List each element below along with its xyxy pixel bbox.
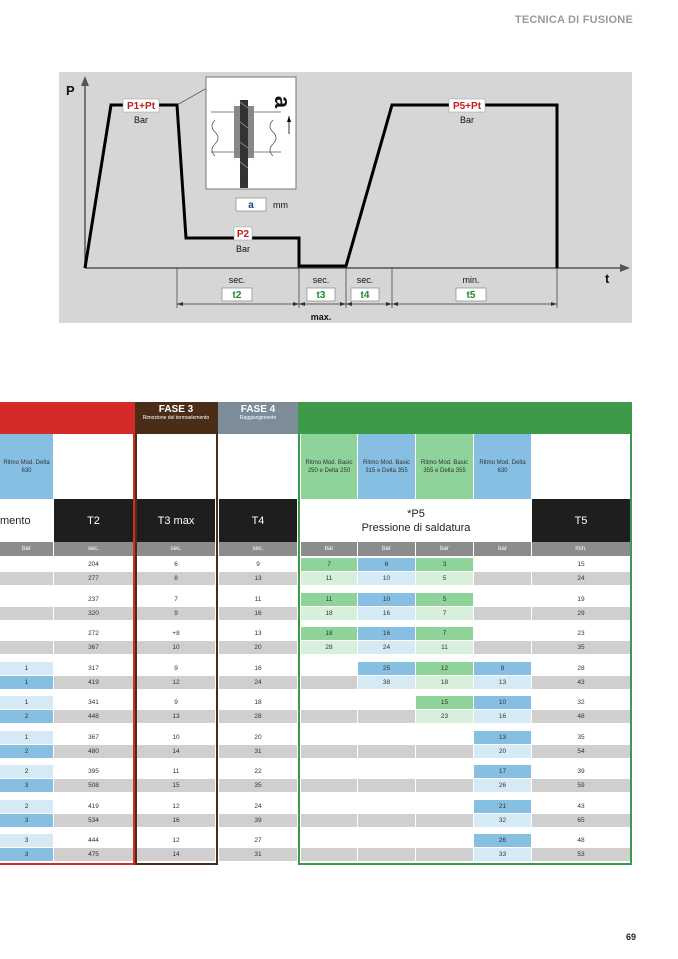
cell-t2: 444 [54, 834, 133, 847]
cell-t5: 43 [532, 800, 630, 813]
p1-label: P1+Pt [126, 101, 156, 112]
cell-t4: 13 [219, 627, 297, 640]
cell-p5-315 [358, 800, 415, 813]
cell-p5-355: 12 [416, 662, 473, 675]
t5-label: t5 [466, 290, 476, 301]
cell-t3: 6 [137, 558, 215, 571]
cell-p5-315: 24 [358, 641, 415, 654]
cell-pressure-left [0, 607, 53, 620]
cell-t5: 43 [532, 676, 630, 689]
p1-unit: Bar [133, 115, 149, 125]
cell-p5-355: 3 [416, 558, 473, 571]
bead-height-symbol: a [270, 95, 295, 109]
cell-p5-315 [358, 710, 415, 723]
cell-t3: 11 [137, 765, 215, 778]
label-p5-symbol: *P5 [407, 507, 425, 520]
cell-t4: 24 [219, 800, 297, 813]
cell-p5-355: 15 [416, 696, 473, 709]
cell-t4: 20 [219, 731, 297, 744]
cell-t2: 475 [54, 848, 133, 861]
cell-p5-630 [474, 627, 531, 640]
cell-t4: 31 [219, 848, 297, 861]
ritmo-left-header: Ritmo Mod. Delta 630 [0, 434, 53, 499]
cell-p5-315: 38 [358, 676, 415, 689]
cell-p5-630 [474, 641, 531, 654]
cell-t5: 54 [532, 745, 630, 758]
cell-t2: 317 [54, 662, 133, 675]
cell-t5: 29 [532, 607, 630, 620]
cell-t2: 320 [54, 607, 133, 620]
cell-pressure-left: 3 [0, 848, 53, 861]
fase4-subtitle: Raggiungimento [239, 415, 277, 421]
cell-t3: +8 [137, 627, 215, 640]
p2-unit: Bar [235, 244, 251, 254]
cell-pressure-left [0, 593, 53, 606]
cell-t2: 341 [54, 696, 133, 709]
cell-p5-630: 26 [474, 779, 531, 792]
cell-p5-250: 7 [301, 558, 357, 571]
cell-p5-630 [474, 558, 531, 571]
fase3-title: FASE 3 [158, 404, 194, 415]
fase3-subtitle: Rimozione del termoelemento [142, 415, 210, 421]
cell-t2: 395 [54, 765, 133, 778]
cell-p5-250 [301, 696, 357, 709]
t2-label: t2 [232, 290, 242, 301]
pressure-time-chart [59, 72, 632, 323]
cell-p5-630: 13 [474, 676, 531, 689]
cell-p5-355 [416, 834, 473, 847]
fase5-band [299, 402, 632, 434]
cell-t2: 508 [54, 779, 133, 792]
cell-t2: 277 [54, 572, 133, 585]
ritmo-630-header: Ritmo Mod. Delta 630 [474, 434, 531, 499]
cell-pressure-left: 1 [0, 662, 53, 675]
cell-pressure-left: 1 [0, 676, 53, 689]
t3-label: t3 [316, 290, 326, 301]
label-t5: T5 [532, 499, 630, 542]
cell-t3: 10 [137, 731, 215, 744]
cell-p5-630 [474, 593, 531, 606]
t5-unit: min. [462, 275, 480, 285]
cell-p5-315: 6 [358, 558, 415, 571]
cell-p5-630: 21 [474, 800, 531, 813]
cell-p5-630: 8 [474, 662, 531, 675]
cell-p5-355: 23 [416, 710, 473, 723]
unit-pressure-left: bar [0, 542, 53, 556]
cell-pressure-left: 1 [0, 696, 53, 709]
cell-p5-250: 18 [301, 607, 357, 620]
cell-t5: 48 [532, 710, 630, 723]
cell-t4: 22 [219, 765, 297, 778]
cell-p5-250: 11 [301, 572, 357, 585]
cell-t5: 28 [532, 662, 630, 675]
cell-p5-315 [358, 779, 415, 792]
cell-pressure-left: 3 [0, 814, 53, 827]
cell-p5-355: 18 [416, 676, 473, 689]
cell-p5-250 [301, 731, 357, 744]
cell-t4: 39 [219, 814, 297, 827]
unit-p5-315: bar [358, 542, 415, 556]
cell-p5-355 [416, 800, 473, 813]
cell-t3: 10 [137, 641, 215, 654]
cell-t2: 448 [54, 710, 133, 723]
cell-p5-250 [301, 800, 357, 813]
time-axis-arrow-icon [620, 264, 630, 272]
blank-header [532, 434, 630, 499]
cell-t4: 35 [219, 779, 297, 792]
fase3-band [135, 402, 217, 434]
cell-p5-630 [474, 572, 531, 585]
cell-p5-630: 10 [474, 696, 531, 709]
ritmo-250-header: Ritmo Mod. Basic 250 e Delta 250 [301, 434, 357, 499]
cell-p5-250: 11 [301, 593, 357, 606]
cell-p5-315: 25 [358, 662, 415, 675]
cell-t5: 65 [532, 814, 630, 827]
cell-t3: 9 [137, 607, 215, 620]
cell-t4: 20 [219, 641, 297, 654]
cell-t2: 480 [54, 745, 133, 758]
cell-p5-630: 17 [474, 765, 531, 778]
ritmo-355-header: Ritmo Mod. Basic 355 e Delta 355 [416, 434, 473, 499]
cell-p5-355: 11 [416, 641, 473, 654]
label-p5-text: Pressione di saldatura [361, 521, 471, 534]
cell-t4: 16 [219, 607, 297, 620]
cell-p5-315 [358, 765, 415, 778]
cell-t2: 419 [54, 676, 133, 689]
cell-p5-355: 7 [416, 607, 473, 620]
cell-p5-355 [416, 765, 473, 778]
cell-t3: 14 [137, 848, 215, 861]
cell-t2: 419 [54, 800, 133, 813]
cell-t4: 28 [219, 710, 297, 723]
welding-pressure-diagram [59, 72, 632, 323]
label-left: mento [0, 514, 31, 527]
cell-p5-315 [358, 745, 415, 758]
cell-pressure-left: 2 [0, 765, 53, 778]
fase-band-left [0, 402, 135, 434]
cell-t5: 35 [532, 641, 630, 654]
cell-pressure-left [0, 572, 53, 585]
cell-p5-355 [416, 848, 473, 861]
label-t4: T4 [219, 499, 297, 542]
cell-t5: 24 [532, 572, 630, 585]
cell-t5: 53 [532, 848, 630, 861]
cell-p5-315 [358, 731, 415, 744]
cell-t5: 32 [532, 696, 630, 709]
cell-t4: 11 [219, 593, 297, 606]
cell-p5-250 [301, 662, 357, 675]
cell-p5-250 [301, 848, 357, 861]
p5-label: P5+Pt [452, 101, 482, 112]
cell-p5-250 [301, 710, 357, 723]
cell-t2: 367 [54, 731, 133, 744]
cell-t3: 16 [137, 814, 215, 827]
cell-pressure-left: 3 [0, 779, 53, 792]
cell-p5-355: 7 [416, 627, 473, 640]
cell-p5-315: 16 [358, 607, 415, 620]
cell-p5-355 [416, 779, 473, 792]
cell-t2: 534 [54, 814, 133, 827]
pressure-axis-arrow-icon [81, 76, 89, 86]
cell-t4: 24 [219, 676, 297, 689]
unit-t5: min. [532, 542, 630, 556]
t3-unit: sec. [312, 275, 330, 285]
cell-t2: 237 [54, 593, 133, 606]
cell-t3: 12 [137, 800, 215, 813]
cell-pressure-left [0, 627, 53, 640]
pressure-profile-line [85, 105, 557, 268]
unit-t2: sec. [54, 542, 133, 556]
cell-p5-250 [301, 779, 357, 792]
cell-t2: 204 [54, 558, 133, 571]
cell-t2: 367 [54, 641, 133, 654]
cell-t3: 12 [137, 676, 215, 689]
cell-p5-630: 20 [474, 745, 531, 758]
cell-p5-630: 32 [474, 814, 531, 827]
pressure-axis-label: P [66, 83, 75, 98]
unit-p5-250: bar [301, 542, 357, 556]
cell-p5-315: 10 [358, 572, 415, 585]
cell-p5-355 [416, 745, 473, 758]
cell-t4: 31 [219, 745, 297, 758]
blank-header [137, 434, 215, 499]
time-axis-label: t [605, 271, 610, 286]
cell-p5-315 [358, 814, 415, 827]
page-number: 69 [625, 932, 636, 942]
cell-t4: 16 [219, 662, 297, 675]
unit-t4: sec. [219, 542, 297, 556]
cell-p5-250 [301, 765, 357, 778]
cell-t3: 13 [137, 710, 215, 723]
cell-p5-630: 26 [474, 834, 531, 847]
t3-max-label: max. [310, 312, 332, 322]
cell-p5-630: 13 [474, 731, 531, 744]
blank-header [54, 434, 133, 499]
cell-t5: 23 [532, 627, 630, 640]
cell-t4: 9 [219, 558, 297, 571]
cell-pressure-left: 3 [0, 834, 53, 847]
cell-p5-355: 5 [416, 593, 473, 606]
cell-pressure-left: 2 [0, 745, 53, 758]
cell-p5-630: 16 [474, 710, 531, 723]
cell-p5-315 [358, 834, 415, 847]
t4-label: t4 [360, 290, 370, 301]
cell-p5-630: 33 [474, 848, 531, 861]
cell-p5-250 [301, 814, 357, 827]
cell-p5-630 [474, 607, 531, 620]
p5-unit: Bar [459, 115, 475, 125]
cell-t3: 9 [137, 696, 215, 709]
cell-p5-315 [358, 848, 415, 861]
fase4-title: FASE 4 [240, 404, 276, 415]
welding-parameters-table [0, 402, 678, 872]
cell-p5-315: 16 [358, 627, 415, 640]
cell-p5-250 [301, 834, 357, 847]
cell-t5: 19 [532, 593, 630, 606]
cell-t3: 8 [137, 572, 215, 585]
unit-p5-630: bar [474, 542, 531, 556]
cell-p5-250: 28 [301, 641, 357, 654]
cell-p5-355 [416, 814, 473, 827]
cell-t5: 35 [532, 731, 630, 744]
cell-t5: 39 [532, 765, 630, 778]
cell-t2: 272 [54, 627, 133, 640]
cell-t4: 18 [219, 696, 297, 709]
cell-pressure-left: 1 [0, 731, 53, 744]
label-t3: T3 max [137, 499, 215, 542]
cell-t5: 59 [532, 779, 630, 792]
cell-p5-315 [358, 696, 415, 709]
t4-unit: sec. [356, 275, 374, 285]
cell-p5-250 [301, 745, 357, 758]
cell-t3: 15 [137, 779, 215, 792]
cell-t5: 48 [532, 834, 630, 847]
cell-p5-250 [301, 676, 357, 689]
p2-label: P2 [236, 229, 250, 240]
cell-t4: 13 [219, 572, 297, 585]
inset-pointer-line [177, 88, 207, 105]
cell-pressure-left: 2 [0, 800, 53, 813]
cell-p5-250: 18 [301, 627, 357, 640]
label-t2: T2 [54, 499, 133, 542]
t2-unit: sec. [228, 275, 246, 285]
ritmo-315-header: Ritmo Mod. Basic 315 e Delta 355 [358, 434, 415, 499]
cell-pressure-left [0, 641, 53, 654]
unit-t3: sec. [137, 542, 215, 556]
cell-p5-315: 10 [358, 593, 415, 606]
cell-t3: 12 [137, 834, 215, 847]
fase4-band [217, 402, 299, 434]
cell-t3: 14 [137, 745, 215, 758]
unit-p5-355: bar [416, 542, 473, 556]
cell-t5: 15 [532, 558, 630, 571]
label-p5 [301, 499, 531, 542]
cell-pressure-left: 2 [0, 710, 53, 723]
cell-t3: 9 [137, 662, 215, 675]
cell-pressure-left [0, 558, 53, 571]
cell-t3: 7 [137, 593, 215, 606]
blank-header [219, 434, 297, 499]
a-label: a [248, 200, 254, 211]
cell-t4: 27 [219, 834, 297, 847]
cell-p5-355: 5 [416, 572, 473, 585]
a-unit: mm [273, 200, 288, 210]
page-header-title: TECNICA DI FUSIONE [514, 14, 633, 26]
cell-p5-355 [416, 731, 473, 744]
